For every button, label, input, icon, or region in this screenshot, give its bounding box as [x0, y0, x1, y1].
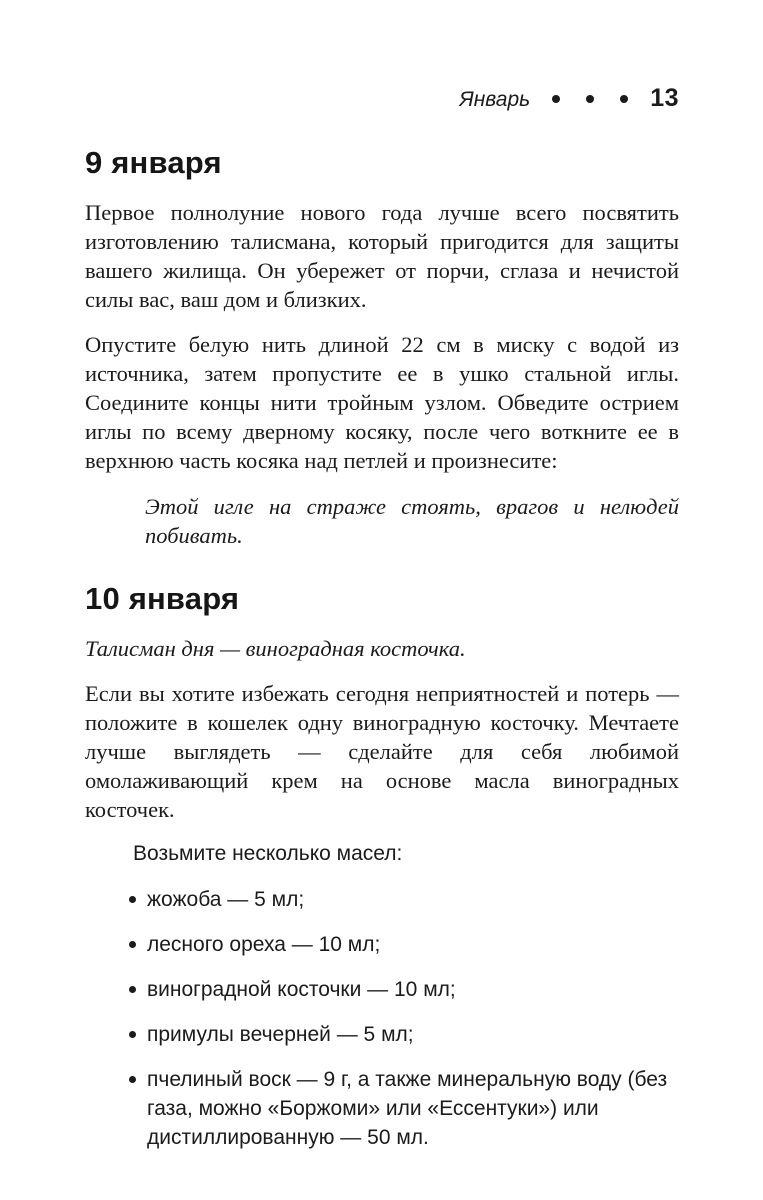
body-paragraph: Первое полнолуние нового года лучше всего посвятить изготовлению талисмана, который пригодится для защиты вашего жилища. Он убережет от порчи, сглаза и нечистой силы вас, ваш дом и близких. — [85, 200, 679, 312]
list-item: виноградной косточки — 10 мл; — [85, 975, 679, 1004]
list-item: лесного ореха — 10 мл; — [85, 930, 679, 959]
day-heading: 9 января — [85, 145, 222, 180]
incantation-quote: Этой игле на страже стоять, врагов и нелюдей побивать. — [145, 494, 679, 548]
list-item: жожоба — 5 мл; — [85, 885, 679, 914]
oils-list — [85, 885, 679, 1152]
body-paragraph: Если вы хотите избежать сегодня неприятностей и потерь — положите в кошелек одну виноградную косточку. Мечтаете лучше выглядеть — сделайте для себя любимой омолаживающий крем на основе масла виноградных косточек. — [85, 681, 679, 822]
list-item: примулы вечерней — 5 мл; — [85, 1020, 679, 1049]
dot-icon — [552, 95, 560, 103]
body-paragraph: Опустите белую нить длиной 22 см в миску с водой из источника, затем пропустите ее в ушко стальной иглы. Соедините концы нити тройным узлом. Обведите острием иглы по всему дверному косяку, после чего воткните ее в верхнюю часть косяка над петлей и произнесите: — [85, 332, 679, 473]
page-number: 13 — [650, 84, 679, 112]
talisman-of-the-day: Талисман дня — виноградная косточка. — [85, 636, 466, 661]
list-intro: Возьмите несколько масел: — [133, 842, 403, 865]
dot-icon — [586, 95, 594, 103]
running-title: Январь — [459, 88, 531, 111]
running-head — [85, 84, 679, 113]
section-january-9 — [85, 145, 679, 550]
section-january-10 — [85, 581, 679, 1152]
dot-icon — [620, 95, 628, 103]
separator-dots-icon — [552, 95, 628, 103]
list-item: пчелиный воск — 9 г, а также минеральную воду (без газа, можно «Боржоми» или «Ессентуки») или дистиллированную — 50 мл. — [85, 1065, 679, 1152]
day-heading: 10 января — [85, 581, 240, 616]
